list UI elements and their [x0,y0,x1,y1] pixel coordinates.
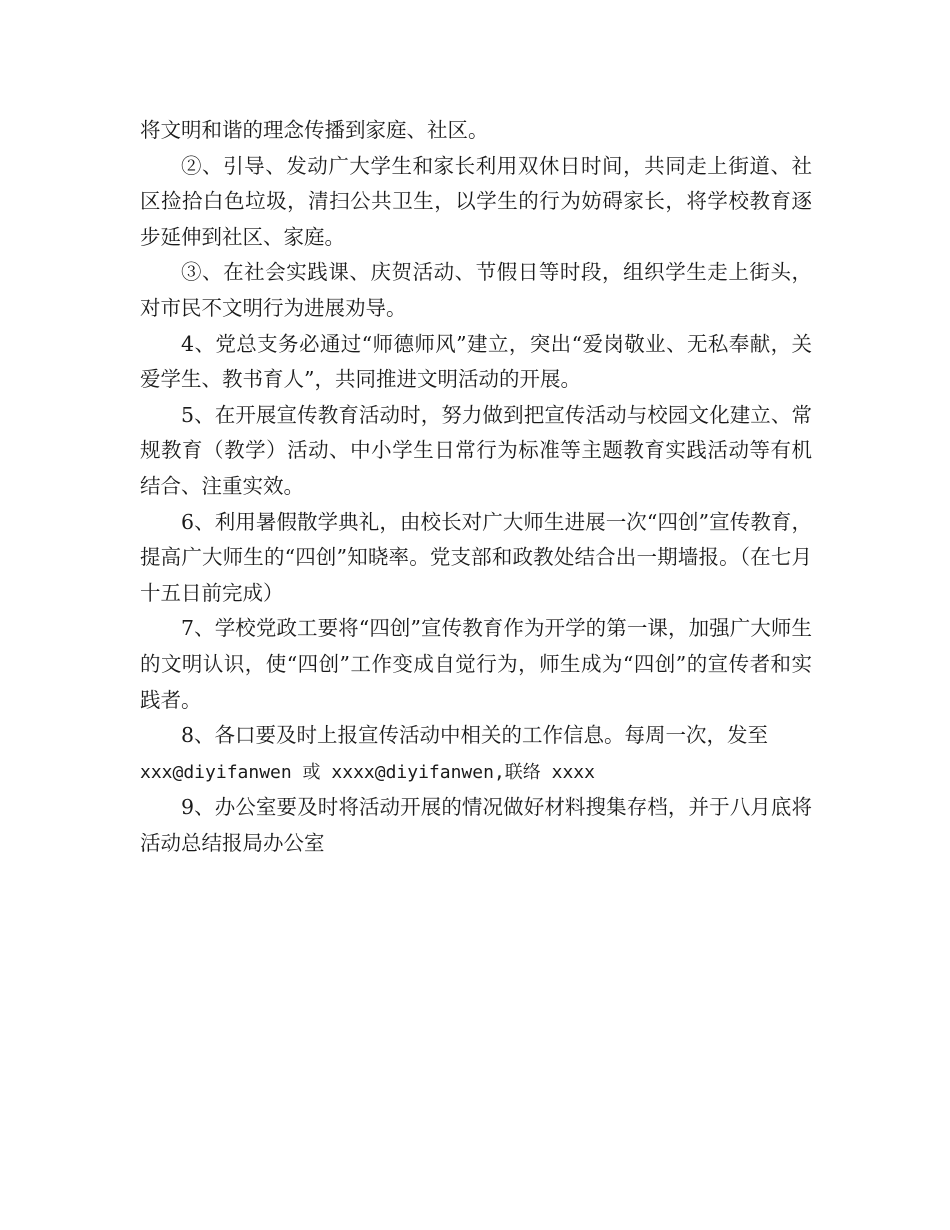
paragraph-item-9: 9、办公室要及时将活动开展的情况做好材料搜集存档，并于八月底将活动总结报局办公室 [140,795,812,855]
paragraph-item-4: 4、党总支务必通过“师德师风”建立，突出“爱岗敬业、无私奉献，关爱学生、教书育人”，共同推进文明活动的开展。 [140,331,812,392]
paragraph-item-7: 7、学校党政工要将“四创”宣传教育作为开学的第一课，加强广大师生的文明认识，使“四创”工作变成自觉行为，师生成为“四创”的宣传者和实践者。 [140,616,812,712]
paragraph-item-2: ②、引导、发动广大学生和家长利用双休日时间，共同走上街道、社区捡拾白色垃圾，清扫公共卫生，以学生的行为妨碍家长，将学校教育逐步延伸到社区、家庭。 [140,153,812,249]
paragraph-item-3: ③、在社会实践课、庆贺活动、节假日等时段，组织学生走上街头，对市民不文明行为进展劝导。 [140,260,812,320]
paragraph-item-8-text: 8、各口要及时上报宣传活动中相关的工作信息。每周一次，发至 [181,723,769,748]
document-body [140,113,812,861]
paragraph-continuation: 将文明和谐的理念传播到家庭、社区。 [140,118,489,142]
paragraph-item-5: 5、在开展宣传教育活动时，努力做到把宣传活动与校园文化建立、常规教育（教学）活动、中小学生日常行为标准等主题教育实践活动等有机结合、注重实效。 [140,402,812,498]
paragraph-item-8 [140,718,812,790]
paragraph-item-6: 6、利用暑假散学典礼，由校长对广大师生进展一次“四创”宣传教育，提高广大师生的“四创”知晓率。党支部和政教处结合出一期墙报。（在七月十五日前完成） [140,509,812,605]
contact-emails: xxx@diyifanwen 或 xxxx@diyifanwen,联络 xxxx [140,761,595,783]
